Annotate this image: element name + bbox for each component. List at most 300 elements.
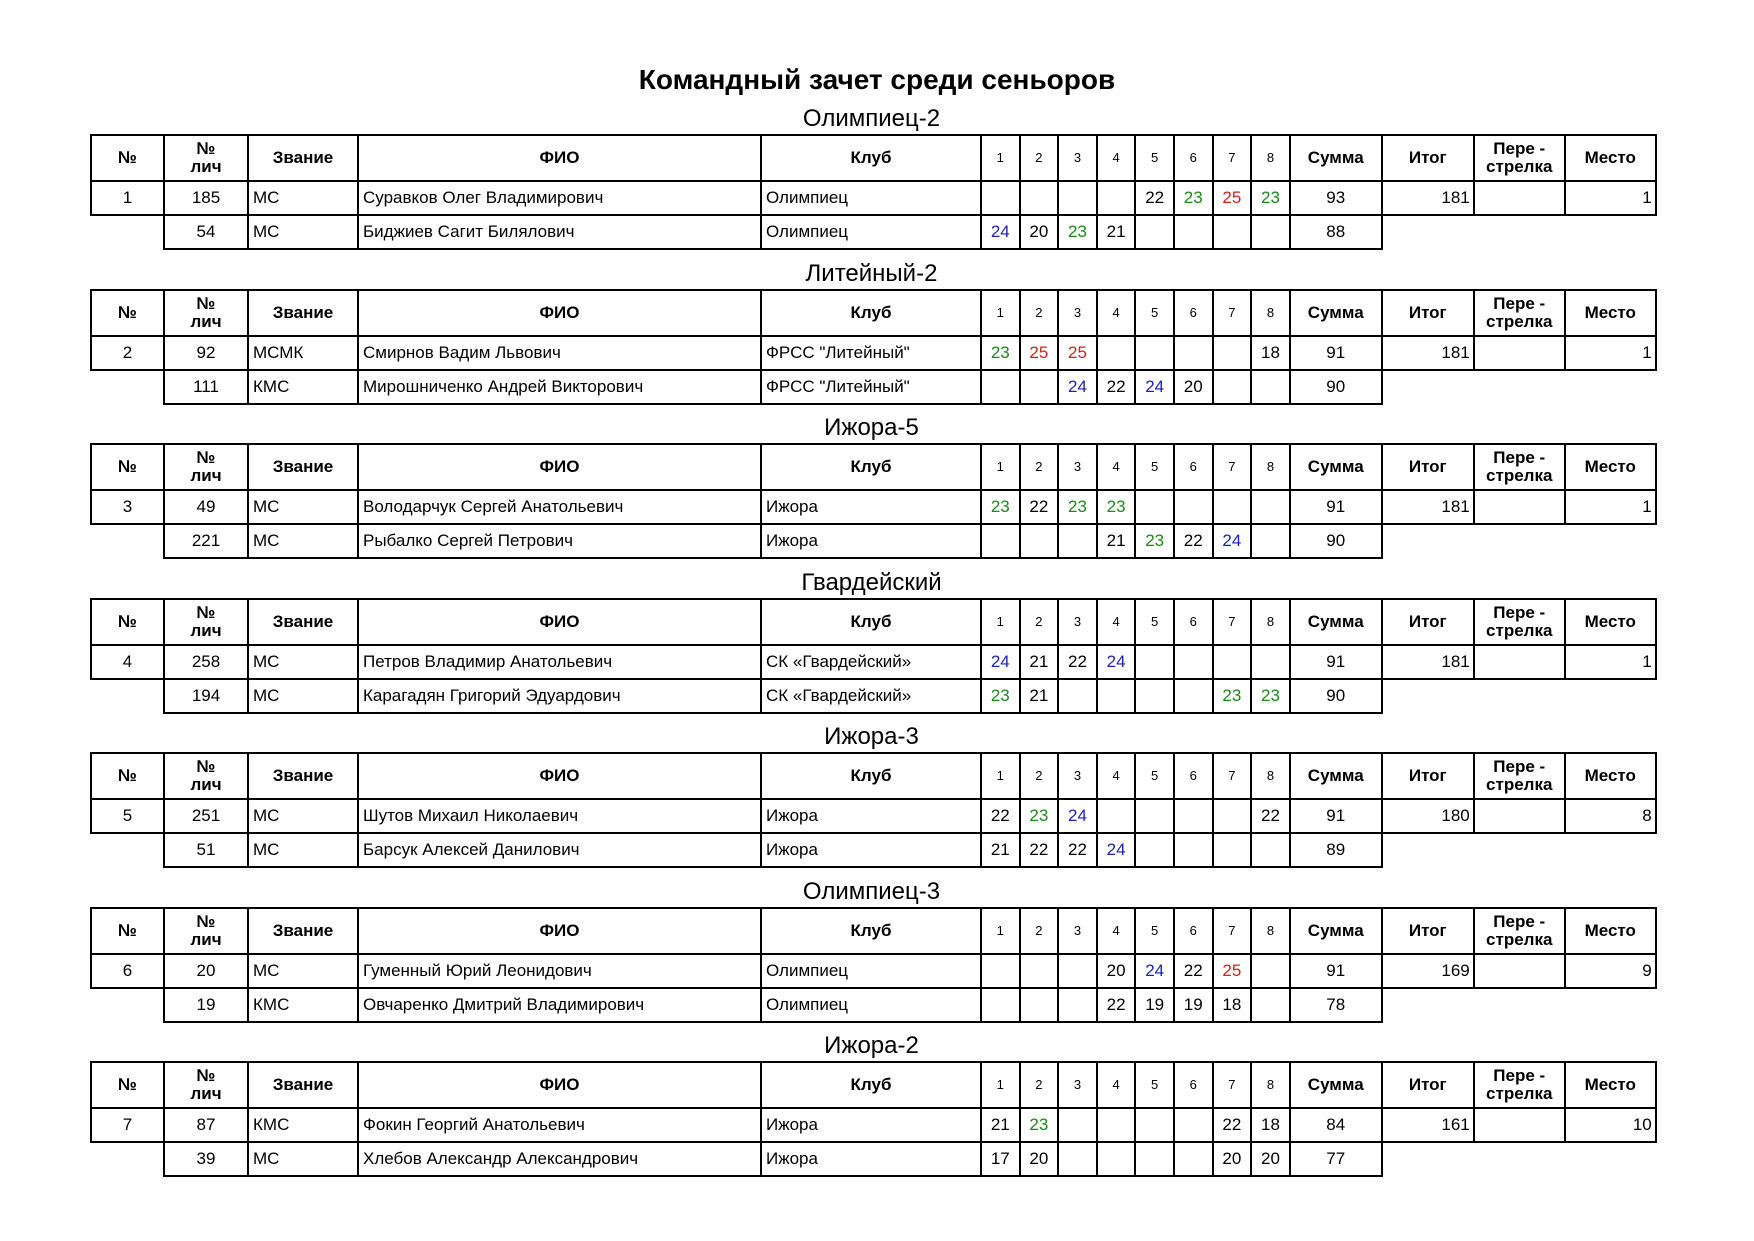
header-place: Место [1565, 753, 1656, 799]
shooter-rank: МС [248, 524, 358, 558]
header-series-5: 5 [1135, 1062, 1174, 1108]
series-2-score: 20 [1020, 1142, 1059, 1176]
header-pere [1474, 135, 1565, 181]
series-3-score: 24 [1058, 370, 1097, 404]
header-itog: Итог [1382, 753, 1474, 799]
empty-cell [1382, 1142, 1474, 1176]
series-2-score: 21 [1020, 645, 1059, 679]
series-5-score [1135, 1142, 1174, 1176]
header-itog: Итог [1382, 135, 1474, 181]
team-block [90, 413, 1653, 559]
header-club: Клуб [761, 290, 981, 336]
shooter-number: 54 [164, 215, 248, 249]
shooter-number: 111 [164, 370, 248, 404]
header-row [91, 135, 1656, 181]
empty-cell [1382, 833, 1474, 867]
shooter-sum: 91 [1290, 954, 1382, 988]
header-series-8: 8 [1251, 599, 1290, 645]
shooter-rank: МС [248, 1142, 358, 1176]
series-8-score: 23 [1251, 181, 1290, 215]
header-lich [164, 1062, 248, 1108]
header-lich [164, 135, 248, 181]
shooter-name: Шутов Михаил Николаевич [358, 799, 761, 833]
series-3-score: 24 [1058, 799, 1097, 833]
header-lich [164, 290, 248, 336]
series-5-score: 19 [1135, 988, 1174, 1022]
team-table [90, 598, 1657, 714]
shooter-name: Фокин Георгий Анатольевич [358, 1108, 761, 1142]
table-row [91, 1142, 1656, 1176]
header-series-8: 8 [1251, 1062, 1290, 1108]
team-block [90, 1031, 1653, 1177]
shooter-rank: КМС [248, 1108, 358, 1142]
series-1-score: 24 [981, 645, 1020, 679]
team-number [91, 1142, 164, 1176]
shooter-number: 49 [164, 490, 248, 524]
series-3-score [1058, 1108, 1097, 1142]
series-6-score [1174, 833, 1213, 867]
series-4-score: 24 [1097, 645, 1136, 679]
header-series-5: 5 [1135, 599, 1174, 645]
team-total: 181 [1382, 181, 1474, 215]
series-4-score [1097, 336, 1136, 370]
team-table [90, 443, 1657, 559]
series-3-score: 22 [1058, 645, 1097, 679]
header-series-8: 8 [1251, 444, 1290, 490]
header-club: Клуб [761, 135, 981, 181]
header-series-6: 6 [1174, 1062, 1213, 1108]
header-pere-line1: Пере - [1493, 139, 1546, 158]
header-no: № [91, 599, 164, 645]
shooter-club: Ижора [761, 1142, 981, 1176]
header-lich [164, 908, 248, 954]
team-number: 1 [91, 181, 164, 215]
team-total: 181 [1382, 490, 1474, 524]
shooter-club: Ижора [761, 799, 981, 833]
series-7-score [1213, 490, 1252, 524]
header-series-7: 7 [1213, 908, 1252, 954]
header-pere-line1: Пере - [1493, 602, 1546, 622]
series-6-score: 19 [1174, 988, 1213, 1022]
series-6-score: 22 [1174, 524, 1213, 558]
shooter-sum: 77 [1290, 1142, 1382, 1176]
header-series-2: 2 [1020, 599, 1059, 645]
header-lich-line1: № [196, 757, 216, 776]
header-series-4: 4 [1097, 1062, 1136, 1108]
shooter-sum: 91 [1290, 799, 1382, 833]
series-5-score [1135, 645, 1174, 679]
header-lich-line1: № [196, 448, 216, 467]
series-8-score: 22 [1251, 799, 1290, 833]
header-series-1: 1 [981, 135, 1020, 181]
shooter-club: Ижора [761, 524, 981, 558]
header-place: Место [1565, 599, 1656, 645]
shooter-club: Олимпиец [761, 954, 981, 988]
header-rank: Звание [248, 444, 358, 490]
table-row [91, 1108, 1656, 1142]
shooter-rank: МС [248, 679, 358, 713]
header-fio: ФИО [358, 290, 761, 336]
empty-cell [1474, 833, 1565, 867]
empty-cell [1565, 833, 1656, 867]
series-6-score [1174, 1108, 1213, 1142]
table-row [91, 833, 1656, 867]
team-place: 1 [1565, 336, 1656, 370]
header-series-3: 3 [1058, 1062, 1097, 1108]
series-5-score [1135, 1108, 1174, 1142]
series-6-score: 23 [1174, 181, 1213, 215]
team-place: 1 [1565, 490, 1656, 524]
shooter-rank: МС [248, 954, 358, 988]
header-pere-line1: Пере - [1493, 1066, 1546, 1085]
shooter-name: Мирошниченко Андрей Викторович [358, 370, 761, 404]
header-lich-line1: № [196, 911, 216, 931]
header-sum: Сумма [1290, 753, 1382, 799]
shooter-rank: МС [248, 799, 358, 833]
series-6-score [1174, 645, 1213, 679]
team-place: 1 [1565, 181, 1656, 215]
shooter-club: Олимпиец [761, 181, 981, 215]
series-3-score [1058, 679, 1097, 713]
series-4-score: 22 [1097, 988, 1136, 1022]
header-series-2: 2 [1020, 135, 1059, 181]
series-5-score [1135, 679, 1174, 713]
header-pere [1474, 290, 1565, 336]
shoot-off [1474, 1108, 1565, 1142]
series-2-score: 23 [1020, 1108, 1059, 1142]
shooter-number: 194 [164, 679, 248, 713]
series-5-score: 23 [1135, 524, 1174, 558]
series-3-score [1058, 988, 1097, 1022]
series-7-score [1213, 645, 1252, 679]
header-lich-line2: лич [190, 157, 222, 176]
header-lich-line2: лич [190, 466, 222, 485]
header-series-1: 1 [981, 908, 1020, 954]
series-4-score [1097, 1108, 1136, 1142]
header-series-4: 4 [1097, 444, 1136, 490]
shooter-name: Карагадян Григорий Эдуардович [358, 679, 761, 713]
shooter-number: 258 [164, 645, 248, 679]
header-lich [164, 444, 248, 490]
header-club: Клуб [761, 908, 981, 954]
header-series-2: 2 [1020, 290, 1059, 336]
series-4-score: 23 [1097, 490, 1136, 524]
header-series-3: 3 [1058, 444, 1097, 490]
team-number [91, 215, 164, 249]
header-series-4: 4 [1097, 135, 1136, 181]
header-series-5: 5 [1135, 290, 1174, 336]
header-series-1: 1 [981, 599, 1020, 645]
page-title: Командный зачет среди сеньоров [638, 64, 1116, 95]
team-number [91, 679, 164, 713]
shooter-sum: 90 [1290, 524, 1382, 558]
header-series-5: 5 [1135, 135, 1174, 181]
shooter-sum: 91 [1290, 645, 1382, 679]
shooter-club: СК «Гвардейский» [761, 679, 981, 713]
header-series-1: 1 [981, 290, 1020, 336]
header-pere-line2: стрелка [1486, 775, 1553, 794]
series-7-score: 22 [1213, 1108, 1252, 1142]
empty-cell [1565, 988, 1656, 1022]
header-series-2: 2 [1020, 444, 1059, 490]
header-series-8: 8 [1251, 753, 1290, 799]
series-4-score: 24 [1097, 833, 1136, 867]
series-1-score [981, 370, 1020, 404]
empty-cell [1382, 524, 1474, 558]
header-pere [1474, 753, 1565, 799]
header-lich-line1: № [196, 1066, 216, 1085]
team-table [90, 134, 1657, 250]
header-series-8: 8 [1251, 290, 1290, 336]
shooter-rank: МС [248, 490, 358, 524]
header-sum: Сумма [1290, 1062, 1382, 1108]
series-6-score: 20 [1174, 370, 1213, 404]
team-name: Ижора-2 [824, 1032, 919, 1059]
series-7-score [1213, 215, 1252, 249]
team-number [91, 988, 164, 1022]
team-table [90, 907, 1657, 1023]
header-sum: Сумма [1290, 290, 1382, 336]
empty-cell [1382, 215, 1474, 249]
series-5-score [1135, 799, 1174, 833]
shooter-number: 20 [164, 954, 248, 988]
empty-cell [1565, 215, 1656, 249]
series-8-score [1251, 490, 1290, 524]
shooter-name: Рыбалко Сергей Петрович [358, 524, 761, 558]
header-row [91, 290, 1656, 336]
series-7-score [1213, 370, 1252, 404]
series-2-score [1020, 954, 1059, 988]
header-series-3: 3 [1058, 599, 1097, 645]
shoot-off [1474, 181, 1565, 215]
header-series-3: 3 [1058, 753, 1097, 799]
header-fio: ФИО [358, 908, 761, 954]
header-itog: Итог [1382, 444, 1474, 490]
series-5-score: 24 [1135, 370, 1174, 404]
header-place: Место [1565, 444, 1656, 490]
header-pere [1474, 1062, 1565, 1108]
series-1-score: 21 [981, 833, 1020, 867]
shooter-number: 221 [164, 524, 248, 558]
header-no: № [91, 135, 164, 181]
series-8-score: 18 [1251, 336, 1290, 370]
series-8-score [1251, 988, 1290, 1022]
header-series-8: 8 [1251, 135, 1290, 181]
team-total: 180 [1382, 799, 1474, 833]
header-row [91, 444, 1656, 490]
empty-cell [1565, 524, 1656, 558]
shooter-rank: МСМК [248, 336, 358, 370]
shoot-off [1474, 799, 1565, 833]
header-pere-line2: стрелка [1486, 620, 1553, 640]
header-series-3: 3 [1058, 135, 1097, 181]
header-club: Клуб [761, 599, 981, 645]
empty-cell [1382, 679, 1474, 713]
series-1-score: 23 [981, 679, 1020, 713]
header-row [91, 753, 1656, 799]
team-block [90, 722, 1653, 868]
series-8-score: 23 [1251, 679, 1290, 713]
shooter-rank: МС [248, 181, 358, 215]
header-series-7: 7 [1213, 599, 1252, 645]
team-number: 6 [91, 954, 164, 988]
series-6-score: 22 [1174, 954, 1213, 988]
series-2-score [1020, 370, 1059, 404]
series-1-score [981, 181, 1020, 215]
shooter-name: Гуменный Юрий Леонидович [358, 954, 761, 988]
header-series-5: 5 [1135, 908, 1174, 954]
header-rank: Звание [248, 908, 358, 954]
shooter-name: Суравков Олег Владимирович [358, 181, 761, 215]
series-5-score [1135, 490, 1174, 524]
shooter-club: Олимпиец [761, 215, 981, 249]
table-row [91, 336, 1656, 370]
team-name: Ижора-3 [824, 723, 919, 750]
header-pere-line2: стрелка [1486, 466, 1553, 485]
header-row [91, 599, 1656, 645]
header-pere-line2: стрелка [1486, 929, 1553, 949]
empty-cell [1565, 370, 1656, 404]
team-table [90, 289, 1657, 405]
header-series-2: 2 [1020, 908, 1059, 954]
series-1-score: 22 [981, 799, 1020, 833]
table-row [91, 181, 1656, 215]
empty-cell [1382, 988, 1474, 1022]
header-pere-line1: Пере - [1493, 911, 1546, 931]
series-1-score: 24 [981, 215, 1020, 249]
header-series-1: 1 [981, 1062, 1020, 1108]
header-lich-line2: лич [190, 1084, 222, 1103]
series-3-score: 23 [1058, 490, 1097, 524]
empty-cell [1382, 370, 1474, 404]
series-3-score: 25 [1058, 336, 1097, 370]
shooter-sum: 91 [1290, 490, 1382, 524]
series-5-score [1135, 215, 1174, 249]
header-series-1: 1 [981, 444, 1020, 490]
header-series-3: 3 [1058, 908, 1097, 954]
team-name: Олимпиец-2 [802, 105, 941, 132]
header-sum: Сумма [1290, 599, 1382, 645]
header-lich-line1: № [196, 602, 216, 622]
series-4-score [1097, 799, 1136, 833]
shooter-sum: 89 [1290, 833, 1382, 867]
shooter-rank: МС [248, 215, 358, 249]
header-fio: ФИО [358, 135, 761, 181]
header-pere-line1: Пере - [1493, 448, 1546, 467]
header-series-6: 6 [1174, 908, 1213, 954]
header-no: № [91, 908, 164, 954]
header-pere [1474, 599, 1565, 645]
team-total: 161 [1382, 1108, 1474, 1142]
shooter-club: Ижора [761, 1108, 981, 1142]
empty-cell [1474, 679, 1565, 713]
team-table [90, 1061, 1657, 1177]
table-row [91, 799, 1656, 833]
series-8-score [1251, 215, 1290, 249]
team-total: 181 [1382, 645, 1474, 679]
shooter-name: Смирнов Вадим Львович [358, 336, 761, 370]
header-series-8: 8 [1251, 908, 1290, 954]
series-4-score [1097, 181, 1136, 215]
shooter-number: 185 [164, 181, 248, 215]
team-block [90, 104, 1653, 250]
series-2-score: 23 [1020, 799, 1059, 833]
header-pere-line2: стрелка [1486, 311, 1553, 331]
series-1-score: 17 [981, 1142, 1020, 1176]
header-series-6: 6 [1174, 599, 1213, 645]
series-7-score: 23 [1213, 679, 1252, 713]
header-series-7: 7 [1213, 290, 1252, 336]
header-series-5: 5 [1135, 444, 1174, 490]
header-no: № [91, 290, 164, 336]
header-lich-line2: лич [190, 311, 222, 331]
series-3-score [1058, 524, 1097, 558]
team-name: Ижора-5 [824, 414, 919, 441]
table-row [91, 679, 1656, 713]
series-5-score: 24 [1135, 954, 1174, 988]
team-number: 4 [91, 645, 164, 679]
series-4-score: 20 [1097, 954, 1136, 988]
team-number: 7 [91, 1108, 164, 1142]
series-7-score [1213, 799, 1252, 833]
series-7-score [1213, 336, 1252, 370]
series-7-score: 25 [1213, 954, 1252, 988]
shooter-number: 39 [164, 1142, 248, 1176]
header-series-6: 6 [1174, 753, 1213, 799]
team-place: 9 [1565, 954, 1656, 988]
series-4-score [1097, 1142, 1136, 1176]
header-series-1: 1 [981, 753, 1020, 799]
header-no: № [91, 753, 164, 799]
header-fio: ФИО [358, 444, 761, 490]
shooter-number: 19 [164, 988, 248, 1022]
header-itog: Итог [1382, 290, 1474, 336]
team-number: 2 [91, 336, 164, 370]
series-2-score: 25 [1020, 336, 1059, 370]
header-series-6: 6 [1174, 135, 1213, 181]
shooter-club: Олимпиец [761, 988, 981, 1022]
shooter-number: 87 [164, 1108, 248, 1142]
table-row [91, 954, 1656, 988]
series-2-score [1020, 988, 1059, 1022]
header-club: Клуб [761, 1062, 981, 1108]
header-series-4: 4 [1097, 908, 1136, 954]
series-5-score [1135, 336, 1174, 370]
header-place: Место [1565, 135, 1656, 181]
series-3-score [1058, 1142, 1097, 1176]
table-row [91, 988, 1656, 1022]
series-1-score: 21 [981, 1108, 1020, 1142]
series-5-score [1135, 833, 1174, 867]
series-1-score: 23 [981, 490, 1020, 524]
series-3-score [1058, 954, 1097, 988]
shooter-sum: 84 [1290, 1108, 1382, 1142]
empty-cell [1474, 370, 1565, 404]
header-pere-line2: стрелка [1486, 157, 1553, 176]
series-3-score [1058, 181, 1097, 215]
shoot-off [1474, 490, 1565, 524]
team-table [90, 752, 1657, 868]
shooter-name: Хлебов Александр Александрович [358, 1142, 761, 1176]
series-8-score [1251, 645, 1290, 679]
header-series-4: 4 [1097, 599, 1136, 645]
series-6-score [1174, 799, 1213, 833]
header-place: Место [1565, 1062, 1656, 1108]
empty-cell [1565, 1142, 1656, 1176]
header-series-3: 3 [1058, 290, 1097, 336]
team-block [90, 877, 1653, 1023]
header-club: Клуб [761, 444, 981, 490]
